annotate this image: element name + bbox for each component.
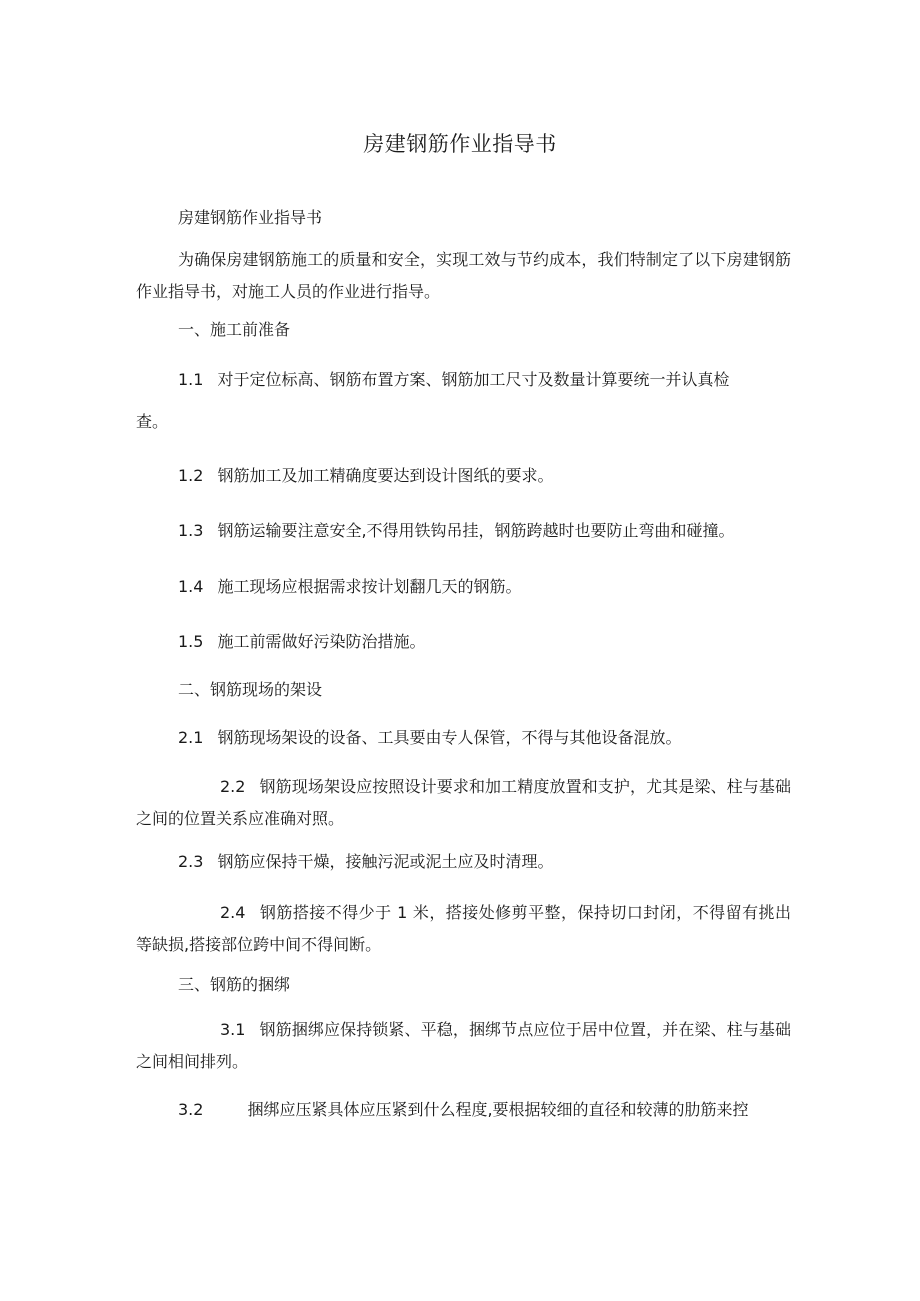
- item-2-4: [136, 897, 791, 961]
- item-text: 钢筋加工及加工精确度要达到设计图纸的要求。: [217, 466, 554, 485]
- item-text: 钢筋搭接不得少于 1 米，搭接处修剪平整，保持切口封闭，不得留有挑出等缺损,搭接部位跨中间不得间断。: [136, 903, 791, 954]
- item-1-4: [136, 571, 791, 603]
- section-heading-text: 一、施工前准备: [178, 320, 291, 339]
- item-number: 2.3: [178, 852, 204, 871]
- item-text: 施工前需做好污染防治措施。: [217, 632, 426, 651]
- item-number: 1.5: [178, 632, 204, 651]
- item-2-3: [136, 846, 791, 878]
- item-number: 1.4: [178, 577, 204, 596]
- item-1-1-continuation: [136, 406, 791, 438]
- item-text: 对于定位标高、钢筋布置方案、钢筋加工尺寸及数量计算要统一并认真检: [217, 370, 730, 389]
- item-text: 钢筋应保持干燥，接触污泥或泥土应及时清理。: [217, 852, 554, 871]
- item-number: 1.2: [178, 466, 204, 485]
- item-number: 2.1: [178, 728, 204, 747]
- section-heading-2: [136, 674, 791, 706]
- document-title: 房建钢筋作业指导书: [363, 132, 557, 156]
- item-number: 2.4: [220, 903, 246, 922]
- item-number: 3.1: [220, 1020, 246, 1039]
- item-text: 钢筋捆绑应保持锁紧、平稳，捆绑节点应位于居中位置，并在梁、柱与基础之间相间排列。: [136, 1020, 791, 1071]
- item-number: 2.2: [220, 777, 246, 796]
- item-text: 钢筋现场架设的设备、工具要由专人保管，不得与其他设备混放。: [217, 728, 682, 747]
- section-heading-text: 三、钢筋的捆绑: [178, 975, 291, 994]
- intro-paragraph: 为确保房建钢筋施工的质量和安全，实现工效与节约成本，我们特制定了以下房建钢筋作业指导书，对施工人员的作业进行指导。: [136, 250, 791, 301]
- item-number: 3.2: [178, 1100, 204, 1119]
- item-1-2: [136, 460, 791, 492]
- item-2-1: [136, 722, 791, 754]
- item-2-2: [136, 771, 791, 835]
- item-text: 施工现场应根据需求按计划翻几天的钢筋。: [217, 577, 522, 596]
- item-3-1: [136, 1014, 791, 1078]
- section-heading-1: [136, 314, 791, 346]
- item-text-continuation: 查。: [136, 412, 169, 431]
- item-1-1: [136, 364, 791, 396]
- item-number: 1.3: [178, 521, 204, 540]
- section-heading-text: 二、钢筋现场的架设: [178, 680, 323, 699]
- item-text: 钢筋运输要注意安全,不得用铁钩吊挂，钢筋跨越时也要防止弯曲和碰撞。: [217, 521, 735, 540]
- item-1-3: [136, 515, 791, 547]
- item-number: 1.1: [178, 370, 204, 389]
- item-3-2: [136, 1094, 791, 1126]
- subtitle-text: 房建钢筋作业指导书: [178, 208, 323, 227]
- item-1-5: [136, 626, 791, 658]
- item-text: 钢筋现场架设应按照设计要求和加工精度放置和支护，尤其是梁、柱与基础之间的位置关系应准确对照。: [136, 777, 791, 828]
- section-heading-3: [136, 969, 791, 1001]
- item-text: 捆绑应压紧具体应压紧到什么程度,要根据较细的直径和较薄的肋筋来控: [247, 1100, 749, 1119]
- subtitle-paragraph: [136, 202, 791, 234]
